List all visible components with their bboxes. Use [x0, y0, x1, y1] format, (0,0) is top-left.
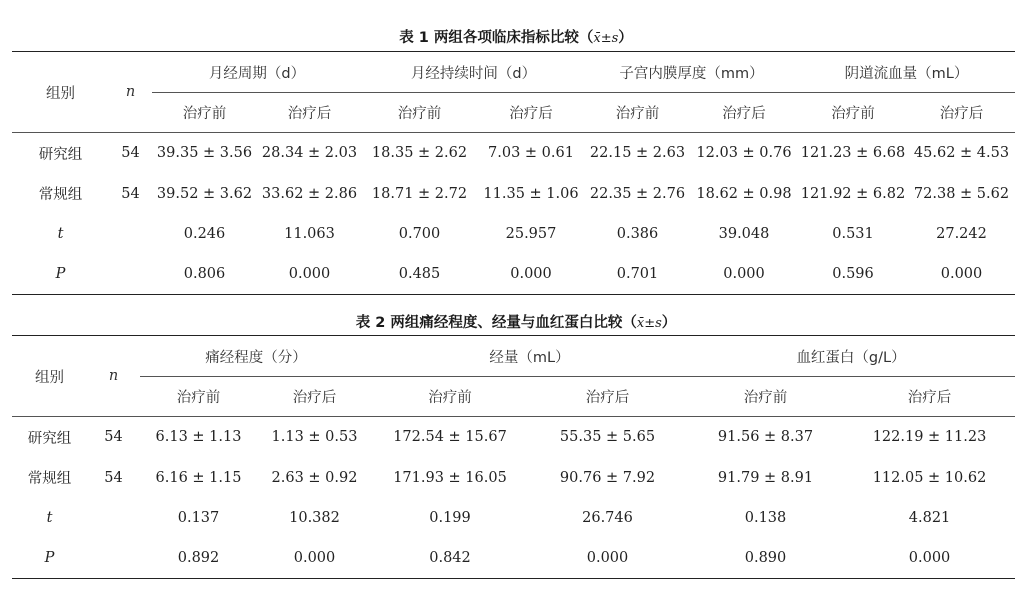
- row-n: 54: [121, 185, 140, 202]
- cell: 6.13 ± 1.13: [155, 429, 242, 446]
- row-label: t: [57, 226, 64, 242]
- header-n: n: [109, 52, 152, 133]
- row-label: P: [55, 266, 66, 283]
- cell: 91.79 ± 8.91: [717, 469, 814, 486]
- cell: 18.71 ± 2.72: [371, 185, 468, 202]
- subheader-before: 治疗前: [397, 106, 442, 122]
- table-row: [12, 539, 1015, 579]
- cell: 0.890: [744, 550, 787, 567]
- cell: 171.93 ± 16.05: [393, 469, 507, 486]
- table-row: [12, 458, 1015, 498]
- cell: 0.386: [616, 226, 659, 242]
- row-n: [109, 255, 152, 295]
- header-hemoglobin: 血红蛋白（g/L）: [687, 336, 1015, 377]
- table-row: [12, 498, 1015, 539]
- cell: 0.000: [510, 266, 552, 283]
- table2-title: 表 2 两组痛经程度、经量与血红蛋白比较（x̄±s）: [355, 315, 677, 331]
- cell: 7.03 ± 0.61: [488, 145, 574, 162]
- cell: 18.62 ± 0.98: [696, 185, 792, 202]
- cell: 26.746: [582, 510, 633, 526]
- cell: 0.842: [429, 550, 471, 567]
- table1-title: 表 1 两组各项临床指标比较（x̄±s）: [399, 30, 633, 46]
- subheader-before: 治疗前: [743, 390, 788, 406]
- cell: 0.485: [398, 266, 441, 283]
- subheader-before: 治疗前: [176, 390, 221, 406]
- row-label: 常规组: [38, 187, 83, 203]
- cell: 0.138: [744, 510, 787, 526]
- cell: 25.957: [505, 226, 557, 242]
- cell: 172.54 ± 15.67: [393, 429, 507, 446]
- cell: 0.701: [616, 266, 659, 283]
- cell: 0.199: [429, 510, 471, 526]
- header-group: 组别: [12, 336, 87, 417]
- subheader-before: 治疗前: [182, 106, 227, 122]
- table-row: [12, 133, 1015, 174]
- cell: 39.048: [718, 226, 770, 242]
- cell: 121.92 ± 6.82: [800, 185, 906, 202]
- cell: 11.063: [284, 226, 335, 242]
- cell: 90.76 ± 7.92: [559, 469, 656, 486]
- cell: 122.19 ± 11.23: [872, 429, 987, 446]
- header-endometrium: 子宫内膜厚度（mm）: [585, 52, 798, 93]
- subheader-after: 治疗后: [287, 106, 332, 122]
- cell: 1.13 ± 0.53: [271, 429, 358, 446]
- table-row: [12, 417, 1015, 458]
- header-n: n: [87, 336, 140, 417]
- row-n: [87, 498, 140, 539]
- cell: 22.15 ± 2.63: [589, 145, 686, 162]
- cell: 0.531: [832, 226, 874, 242]
- subheader-after: 治疗后: [509, 106, 553, 122]
- cell: 33.62 ± 2.86: [261, 185, 358, 202]
- table-row: [12, 174, 1015, 214]
- cell: 4.821: [908, 510, 951, 526]
- cell: 12.03 ± 0.76: [696, 145, 792, 162]
- cell: 10.382: [289, 510, 340, 526]
- table-row: [12, 214, 1015, 255]
- cell: 0.137: [177, 510, 220, 526]
- cell: 11.35 ± 1.06: [483, 185, 579, 202]
- subheader-after: 治疗后: [907, 390, 952, 406]
- header-bleeding: 阴道流血量（mL）: [798, 52, 1015, 93]
- subheader-after: 治疗后: [722, 106, 766, 122]
- header-pain: 痛经程度（分）: [140, 336, 372, 377]
- cell: 0.246: [183, 226, 226, 242]
- subheader-after: 治疗后: [292, 390, 337, 406]
- subheader-before: 治疗前: [428, 390, 472, 406]
- cell: 39.35 ± 3.56: [156, 145, 253, 162]
- row-n: [109, 214, 152, 255]
- row-n: [87, 539, 140, 579]
- cell: 72.38 ± 5.62: [913, 185, 1010, 202]
- cell: 22.35 ± 2.76: [589, 185, 686, 202]
- table2: [12, 335, 1015, 579]
- cell: 0.000: [293, 550, 336, 567]
- cell: 45.62 ± 4.53: [913, 145, 1010, 162]
- cell: 0.000: [723, 266, 765, 283]
- cell: 0.000: [288, 266, 331, 283]
- cell: 0.596: [832, 266, 874, 283]
- row-label: t: [46, 510, 53, 526]
- cell: 91.56 ± 8.37: [717, 429, 814, 446]
- header-duration: 月经持续时间（d）: [362, 52, 585, 93]
- cell: 2.63 ± 0.92: [271, 469, 358, 486]
- cell: 112.05 ± 10.62: [872, 469, 987, 486]
- row-label: P: [44, 550, 55, 567]
- cell: 39.52 ± 3.62: [156, 185, 253, 202]
- row-label: 研究组: [38, 146, 83, 163]
- cell: 0.000: [586, 550, 629, 567]
- cell: 18.35 ± 2.62: [371, 145, 468, 162]
- cell: 0.700: [398, 226, 441, 242]
- table-row: [12, 255, 1015, 295]
- header-volume: 经量（mL）: [372, 336, 687, 377]
- cell: 0.000: [940, 266, 983, 283]
- row-label: 常规组: [27, 471, 72, 487]
- cell: 28.34 ± 2.03: [261, 145, 358, 162]
- subheader-before: 治疗前: [831, 106, 875, 122]
- cell: 27.242: [936, 226, 987, 242]
- table1: [12, 51, 1015, 295]
- cell: 6.16 ± 1.15: [155, 469, 242, 486]
- cell: 55.35 ± 5.65: [559, 429, 656, 446]
- header-group: 组别: [12, 52, 109, 133]
- subheader-after: 治疗后: [585, 390, 630, 406]
- row-n: 54: [121, 145, 140, 162]
- subheader-before: 治疗前: [615, 106, 660, 122]
- cell: 0.892: [177, 550, 220, 567]
- cell: 0.000: [908, 550, 951, 567]
- subheader-after: 治疗后: [939, 106, 984, 122]
- row-n: 54: [104, 429, 123, 446]
- header-cycle: 月经周期（d）: [152, 52, 362, 93]
- cell: 121.23 ± 6.68: [800, 145, 906, 162]
- row-label: 研究组: [27, 430, 72, 447]
- row-n: 54: [104, 469, 123, 486]
- cell: 0.806: [183, 266, 226, 283]
